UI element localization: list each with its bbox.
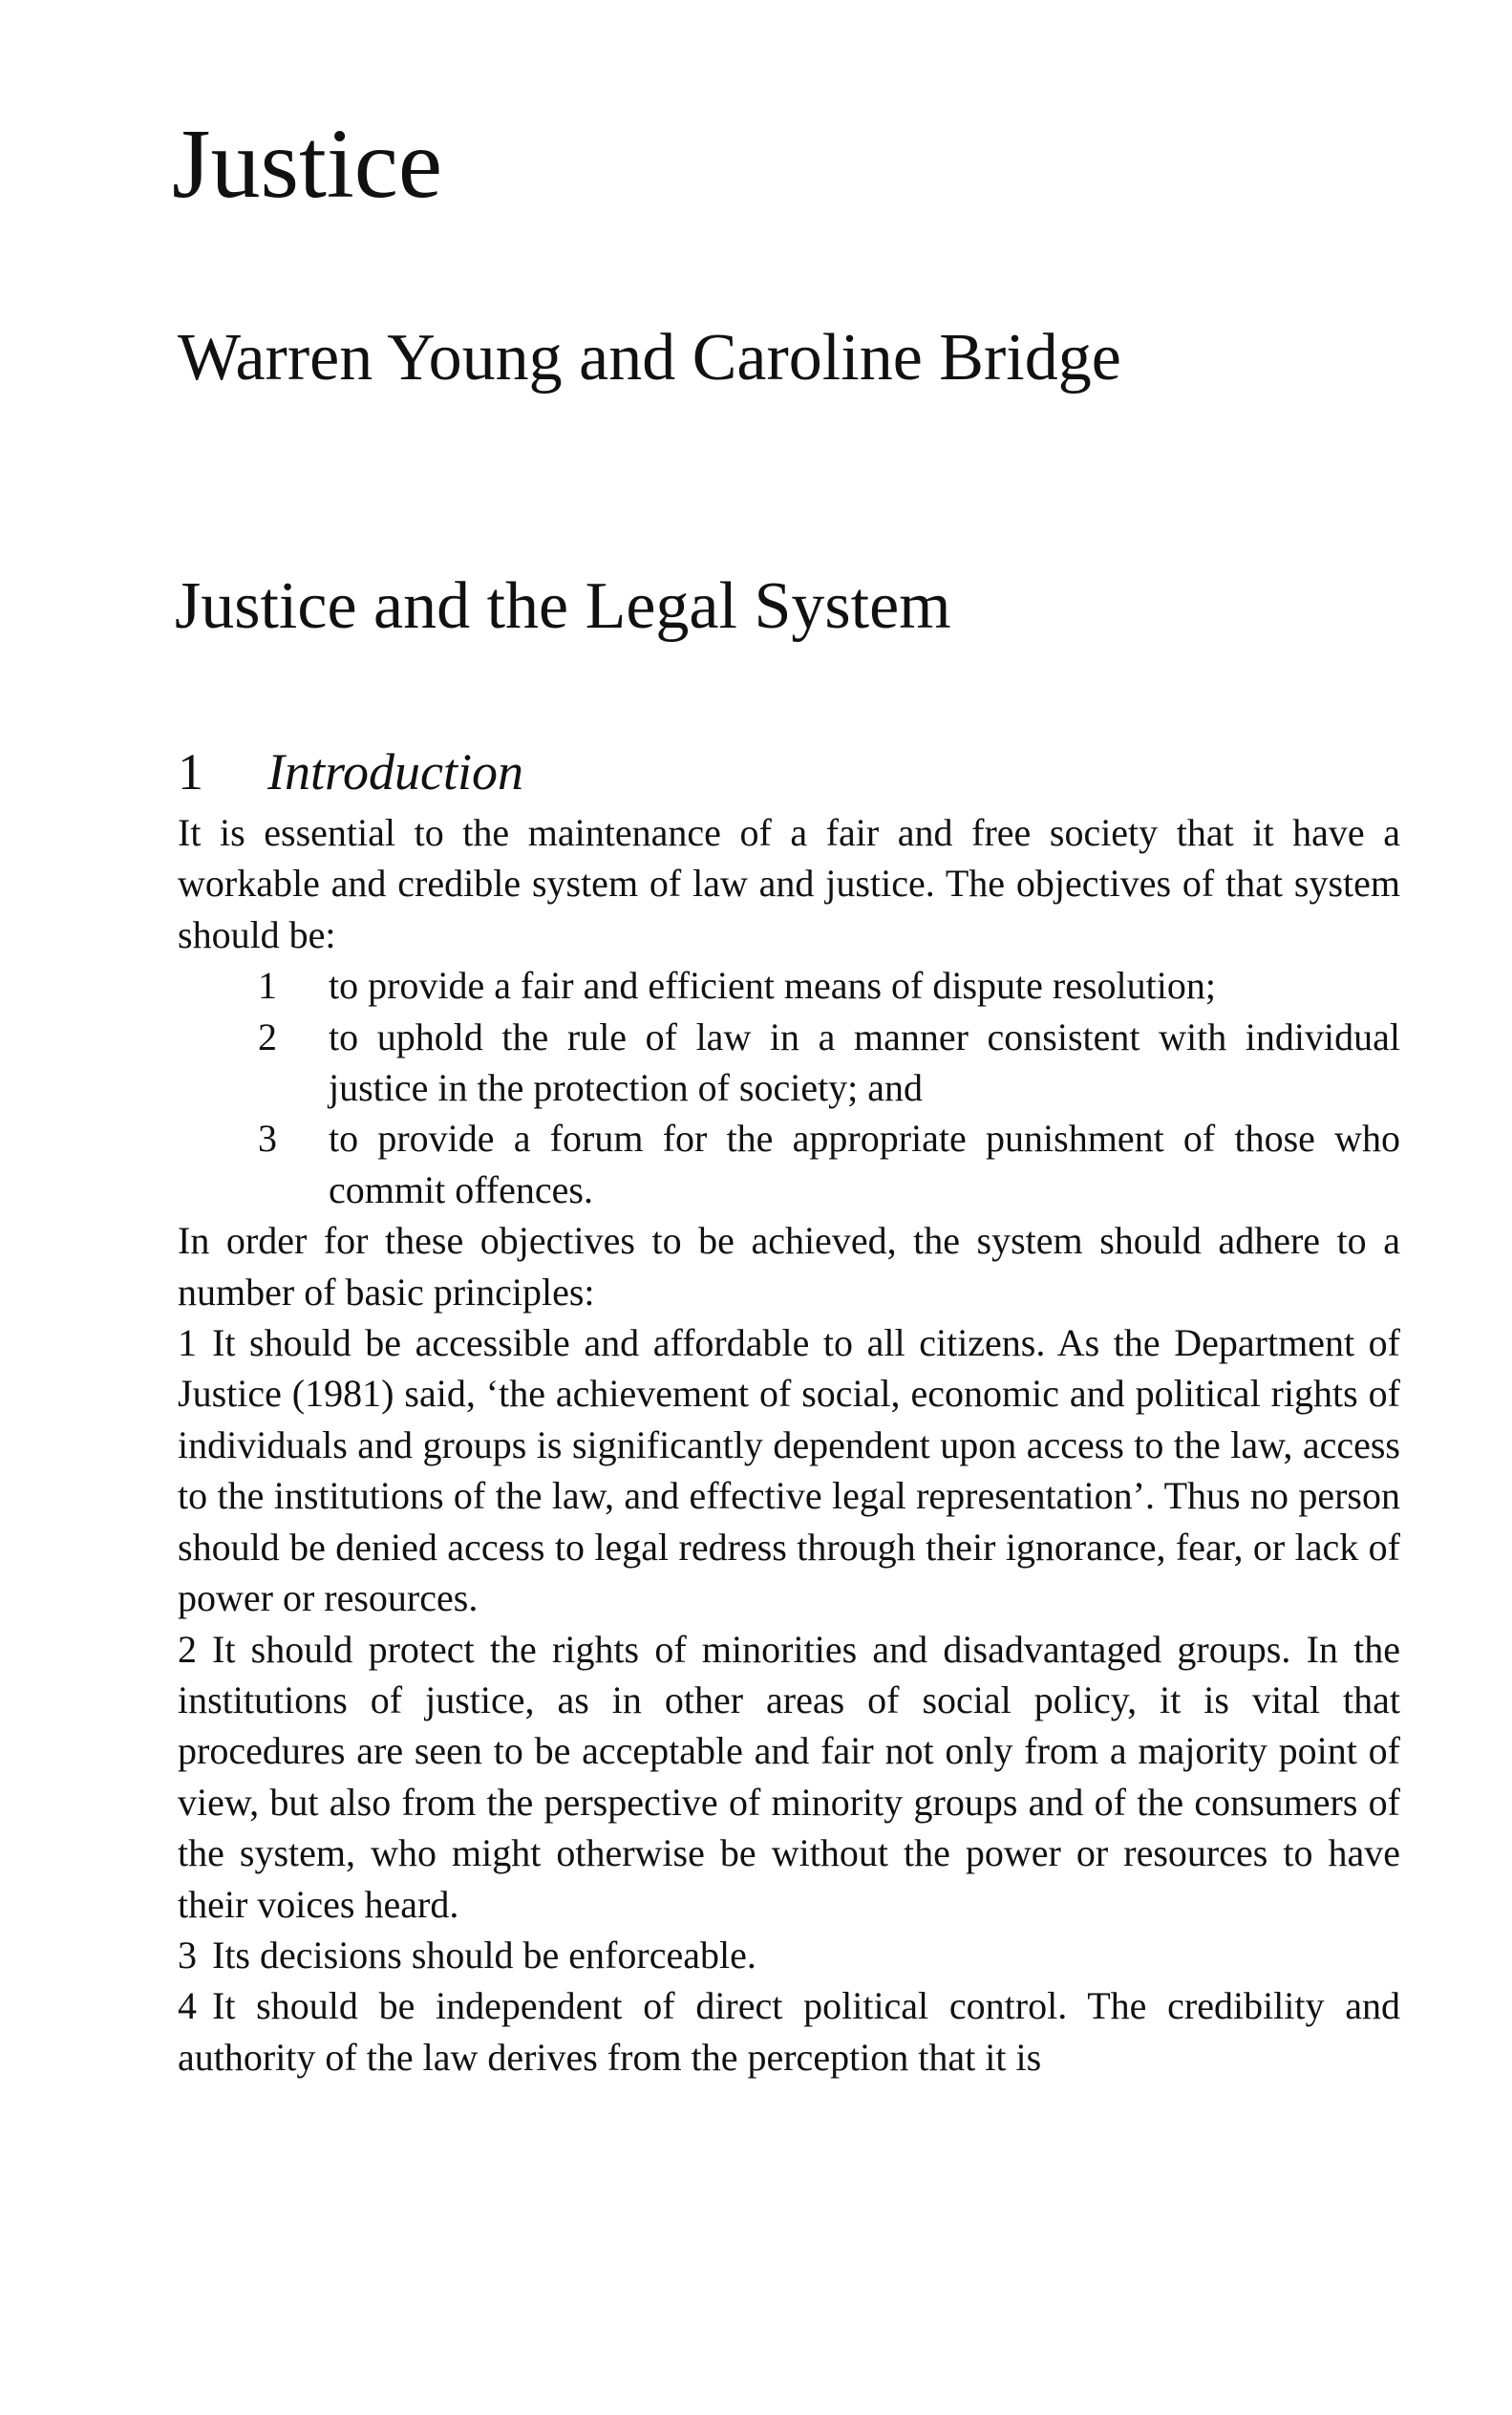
principle-number: 3: [178, 1933, 197, 1977]
principle-item: [178, 1930, 1400, 1980]
principles-intro: In order for these objectives to be achieved, the system should adhere to a number of basic principles:: [178, 1219, 1400, 1314]
list-item-text: to provide a fair and efficient means of dispute resolution;: [329, 964, 1216, 1008]
chapter-title: Justice: [172, 109, 443, 219]
principle-text: It should be accessible and affordable to all citizens. As the Department of Justice (1981) said, ‘the achievement of social, economic and political rights of individuals and groups is significantly dependent upon access to the law, access to the institutions of the law, and effective legal representation’. Thus no person should be denied access to legal redress through their ignorance, fear, or lack of power or resources.: [178, 1321, 1400, 1620]
list-item: [178, 1012, 1400, 1114]
objectives-list: [178, 960, 1400, 1215]
principle-item: [178, 1624, 1400, 1930]
principle-item: [178, 1317, 1400, 1623]
section-title: Justice and the Legal System: [175, 569, 951, 643]
list-item: [178, 1113, 1400, 1215]
subsection-number: 1: [178, 743, 203, 801]
authors: Warren Young and Caroline Bridge: [178, 321, 1121, 395]
list-item-number: 1: [258, 964, 277, 1008]
principle-text: Its decisions should be enforceable.: [212, 1933, 756, 1977]
principle-number: 1: [178, 1321, 197, 1365]
list-item-number: 3: [258, 1117, 277, 1161]
intro-paragraph: It is essential to the maintenance of a fair and free society that it have a workable and credible system of law and justice. The objectives of that system should be:: [178, 811, 1400, 956]
list-item-text: to provide a forum for the appropriate punishment of those who commit offences.: [329, 1117, 1400, 1211]
list-item: [178, 960, 1400, 1011]
principle-item: [178, 1980, 1400, 2083]
list-item-text: to uphold the rule of law in a manner consistent with individual justice in the protection of society; and: [329, 1015, 1400, 1110]
principle-number: 4: [178, 1984, 197, 2028]
body-text: [178, 738, 1400, 2083]
subsection-title: Introduction: [267, 743, 523, 801]
list-item-number: 2: [258, 1015, 277, 1058]
principle-text: It should be independent of direct political control. The credibility and authority of the law derives from the perception that it is: [178, 1984, 1400, 2079]
subsection-heading: [178, 738, 1400, 807]
principle-text: It should protect the rights of minorities and disadvantaged groups. In the institutions of justice, as in other areas of social policy, it is vital that procedures are seen to be acceptable and fair not only from a majority point of view, but also from the perspective of minority groups and of the consumers of the system, who might otherwise be without the power or resources to have their voices heard.: [178, 1627, 1400, 1926]
principle-number: 2: [178, 1627, 197, 1671]
